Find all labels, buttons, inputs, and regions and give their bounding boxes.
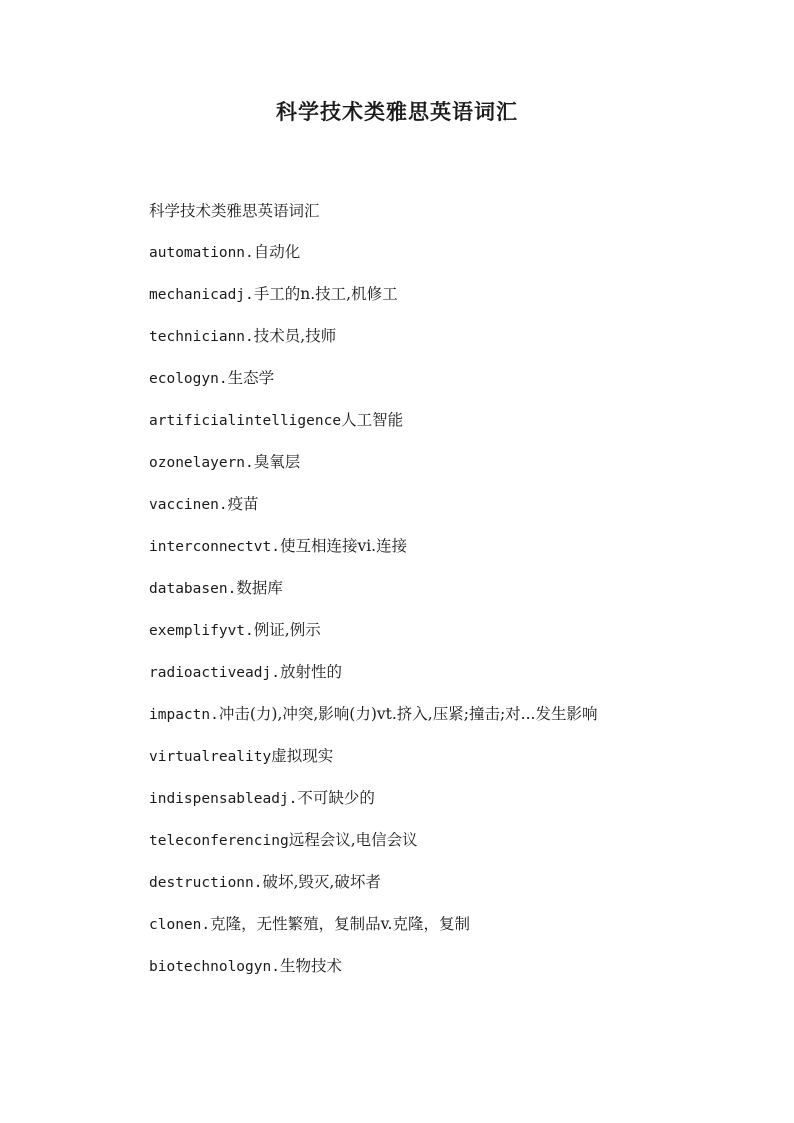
- vocab-term: indispensableadj.: [149, 791, 298, 807]
- vocab-term: ozonelayern.: [149, 455, 254, 471]
- vocab-definition: 人工智能: [341, 411, 404, 429]
- vocab-term: biotechnologyn.: [149, 959, 280, 975]
- vocab-definition: 生态学: [227, 369, 275, 387]
- vocab-term: databasen.: [149, 581, 237, 597]
- vocab-entry: [120, 366, 680, 391]
- vocab-term: exemplifyvt.: [149, 623, 254, 639]
- vocab-term: destructionn.: [149, 875, 263, 891]
- vocab-definition: 臭氧层: [253, 453, 301, 471]
- vocab-definition: 虚拟现实: [271, 747, 334, 765]
- vocab-definition: 生物技术: [279, 957, 342, 975]
- vocab-definition: 破坏,毁灭,破坏者: [262, 873, 381, 891]
- vocab-definition: 放射性的: [279, 663, 342, 681]
- vocab-definition: 数据库: [236, 579, 283, 597]
- vocab-term: mechanicadj.: [149, 287, 254, 303]
- vocab-term: interconnectvt.: [149, 539, 280, 555]
- vocab-entry: [120, 534, 680, 559]
- vocab-definition: 冲击(力),冲突,影响(力)vt.挤入,压紧;撞击;对...发生影响: [218, 705, 598, 723]
- vocab-entry: [120, 702, 680, 727]
- vocab-entry: [120, 576, 680, 601]
- vocab-entry: [120, 870, 680, 895]
- vocab-definition: 技术员,技师: [253, 327, 337, 345]
- vocab-term: artificialintelligence: [149, 413, 342, 429]
- vocab-entry: [120, 828, 680, 853]
- vocab-term: vaccinen.: [149, 497, 228, 513]
- vocab-entry: [120, 660, 680, 685]
- subtitle-text: 科学技术类雅思英语词汇: [149, 202, 320, 220]
- vocab-definition: 使互相连接vi.连接: [279, 537, 408, 555]
- vocab-entry: [120, 324, 680, 349]
- vocab-definition: 例证,例示: [253, 621, 321, 639]
- vocab-entry: [120, 282, 680, 307]
- vocab-entry: [120, 786, 680, 811]
- vocab-entry: [120, 954, 680, 979]
- vocab-term: virtualreality: [149, 749, 272, 765]
- vocab-entry: [120, 450, 680, 475]
- vocab-definition: 疫苗: [227, 495, 259, 513]
- vocab-term: radioactiveadj.: [149, 665, 280, 681]
- vocab-term: automationn.: [149, 245, 254, 261]
- vocab-term: impactn.: [149, 707, 219, 723]
- vocab-entry: [120, 240, 680, 265]
- document-title: 科学技术类雅思英语词汇: [276, 99, 518, 124]
- vocab-entry: [120, 618, 680, 643]
- vocabulary-list: [120, 199, 680, 996]
- vocab-term: clonen.: [149, 917, 211, 933]
- vocab-term: teleconferencing: [149, 833, 289, 849]
- vocab-definition: 自动化: [253, 243, 301, 261]
- vocab-entry: [120, 912, 680, 937]
- vocab-definition: 不可缺少的: [297, 789, 375, 807]
- vocab-term: ecologyn.: [149, 371, 228, 387]
- vocab-definition: 手工的n.技工,机修工: [253, 285, 398, 303]
- vocab-entry: [120, 492, 680, 517]
- subtitle-line: [120, 199, 680, 223]
- vocab-definition: 克隆，无性繁殖，复制品v.克隆，复制: [210, 915, 470, 933]
- vocab-term: techniciann.: [149, 329, 254, 345]
- vocab-entry: [120, 408, 680, 433]
- vocab-definition: 远程会议,电信会议: [288, 831, 418, 849]
- vocab-entry: [120, 744, 680, 769]
